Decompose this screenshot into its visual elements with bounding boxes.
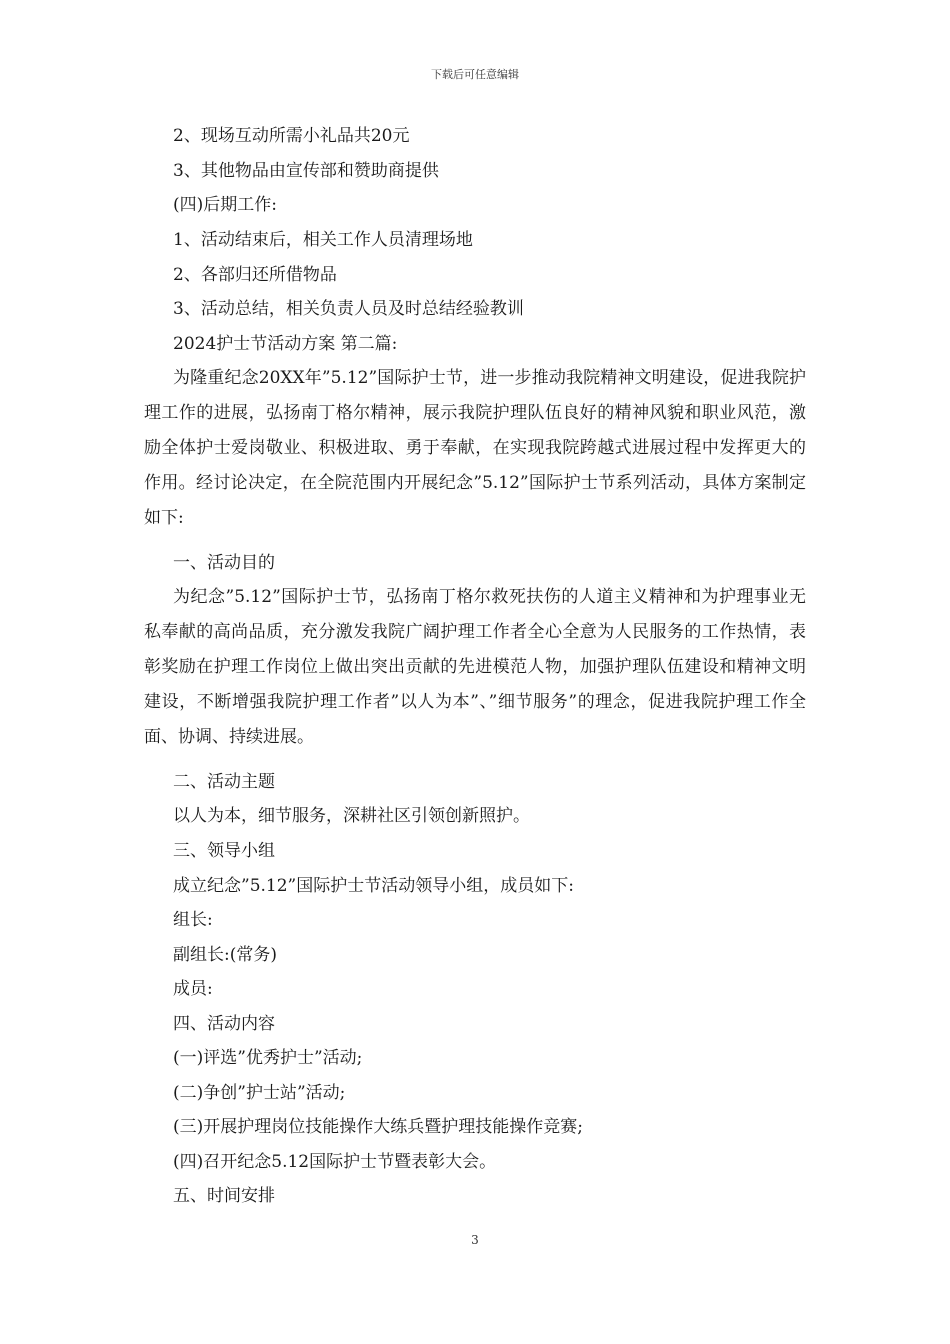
list-item: 组长:	[173, 910, 213, 930]
list-item: 副组长:(常务)	[173, 945, 277, 965]
list-item: (三)开展护理岗位技能操作大练兵暨护理技能操作竞赛;	[173, 1117, 583, 1137]
list-item: 成员:	[173, 979, 213, 999]
section-heading: 四、活动内容	[173, 1014, 275, 1034]
section-heading: (四)后期工作:	[173, 195, 277, 215]
list-item: 2、现场互动所需小礼品共20元	[173, 126, 410, 146]
list-item: (二)争创”护士站”活动;	[173, 1083, 346, 1103]
section-heading: 二、活动主题	[173, 772, 275, 792]
section-heading: 一、活动目的	[173, 553, 275, 573]
document-section-title: 2024护士节活动方案 第二篇:	[173, 334, 398, 354]
page-number: 3	[471, 1233, 479, 1247]
list-item: (四)召开纪念5.12国际护士节暨表彰大会。	[173, 1152, 497, 1172]
list-item: 成立纪念”5.12”国际护士节活动领导小组，成员如下:	[173, 876, 574, 896]
list-item: (一)评选”优秀护士”活动;	[173, 1048, 363, 1068]
purpose-paragraph: 为纪念”5.12”国际护士节，弘扬南丁格尔救死扶伤的人道主义精神和为护理事业无私奉献的高尚品质，充分激发我院广阔护理工作者全心全意为人民服务的工作热情，表彰奖励在护理工作岗位上做出突出贡献的先进模范人物，加强护理队伍建设和精神文明建设，不断增强我院护理工作者”以人为本”、”细节服务”的理念，促进我院护理工作全面、协调、持续进展。	[144, 587, 806, 747]
list-item: 1、活动结束后，相关工作人员清理场地	[173, 230, 473, 250]
section-heading: 五、时间安排	[173, 1186, 275, 1206]
list-item: 3、其他物品由宣传部和赞助商提供	[173, 161, 439, 181]
list-item: 2、各部归还所借物品	[173, 265, 337, 285]
page-header: 下载后可任意编辑	[431, 68, 519, 81]
intro-paragraph: 为隆重纪念20XX年”5.12”国际护士节，进一步推动我院精神文明建设，促进我院护理工作的进展，弘扬南丁格尔精神，展示我院护理队伍良好的精神风貌和职业风范，激励全体护士爱岗敬业、积极进取、勇于奉献，在实现我院跨越式进展过程中发挥更大的作用。经讨论决定，在全院范围内开展纪念”5.12”国际护士节系列活动，具体方案制定如下:	[144, 368, 806, 528]
list-item: 以人为本，细节服务，深耕社区引领创新照护。	[173, 806, 530, 826]
section-heading: 三、领导小组	[173, 841, 275, 861]
list-item: 3、活动总结，相关负责人员及时总结经验教训	[173, 299, 524, 319]
